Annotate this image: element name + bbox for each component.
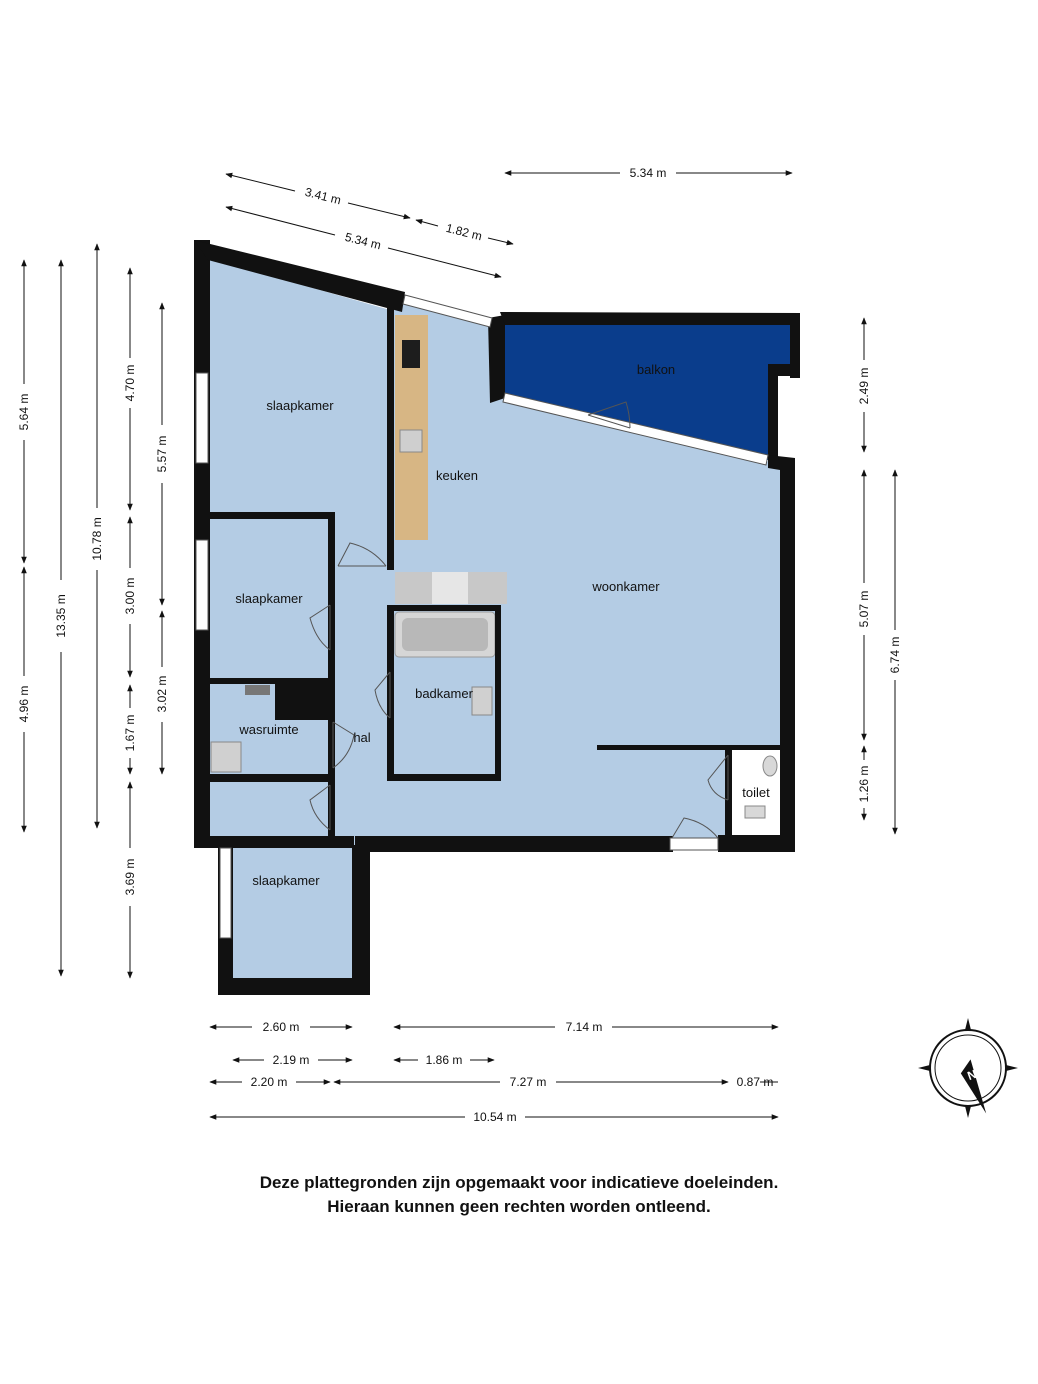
dim-label-4-96: 4.96 m bbox=[17, 685, 31, 723]
wall-slaapkamer1-bottom bbox=[210, 512, 335, 519]
wall-wasruimte-right bbox=[328, 720, 335, 778]
dim-label-1-86: 1.86 m bbox=[425, 1053, 463, 1067]
dim-label-2-49: 2.49 m bbox=[857, 367, 871, 405]
dim-label-6-74: 6.74 m bbox=[888, 636, 902, 674]
window-slaapkamer3 bbox=[220, 848, 231, 938]
window-slaapkamer2 bbox=[196, 540, 208, 630]
room-label-keuken: keuken bbox=[436, 468, 478, 483]
laundry-sink-icon bbox=[245, 685, 270, 695]
dim-label-3-02: 3.02 m bbox=[155, 675, 169, 713]
room-label-badkamer: badkamer bbox=[415, 686, 473, 701]
toilet-bowl-icon bbox=[763, 756, 777, 776]
wall-badkamer-right bbox=[495, 605, 501, 780]
dim-label-1-67: 1.67 m bbox=[123, 714, 137, 752]
dim-label-3-00: 3.00 m bbox=[123, 577, 137, 615]
wall-toilet-top bbox=[597, 745, 780, 750]
compass-tick-n bbox=[965, 1018, 971, 1030]
dim-label-1-82: 1.82 m bbox=[444, 220, 484, 244]
dim-label-2-19: 2.19 m bbox=[272, 1053, 310, 1067]
dim-label-5-64: 5.64 m bbox=[17, 393, 31, 431]
disclaimer-line-1: Deze plattegronden zijn opgemaakt voor indicatieve doeleinden. bbox=[259, 1173, 779, 1192]
dim-label-3-69: 3.69 m bbox=[123, 858, 137, 896]
bathtub-inner bbox=[402, 618, 488, 651]
dim-label-13-35: 13.35 m bbox=[54, 594, 68, 638]
room-label-hal: hal bbox=[353, 730, 371, 745]
window-slaapkamer1 bbox=[196, 373, 208, 463]
dim-label-1-26: 1.26 m bbox=[857, 765, 871, 803]
wall-bottom bbox=[355, 836, 673, 852]
dim-label-3-41: 3.41 m bbox=[303, 184, 343, 208]
wall-top-right-diag bbox=[488, 315, 505, 403]
dim-label-5-34-diag: 5.34 m bbox=[343, 229, 383, 253]
room-label-slaapkamer-1: slaapkamer bbox=[266, 398, 334, 413]
washbasin-icon bbox=[472, 687, 492, 715]
dim-label-5-57: 5.57 m bbox=[155, 435, 169, 473]
wall-balkon-inner-step bbox=[768, 364, 778, 464]
dim-label-10-54: 10.54 m bbox=[473, 1110, 517, 1124]
wall-slaapkamer3-right bbox=[352, 845, 370, 995]
room-label-slaapkamer-2: slaapkamer bbox=[235, 591, 303, 606]
dim-line-1-82a bbox=[416, 220, 438, 226]
dim-label-0-87: 0.87 m bbox=[736, 1075, 774, 1089]
room-label-woonkamer: woonkamer bbox=[592, 579, 660, 594]
window-entrance bbox=[670, 838, 718, 850]
wall-slaapkamer2-right bbox=[328, 512, 335, 680]
wall-badkamer-bottom bbox=[387, 774, 501, 781]
room-label-toilet: toilet bbox=[742, 785, 770, 800]
wall-slaapkamer1-right bbox=[387, 305, 394, 570]
room-label-slaapkamer-3: slaapkamer bbox=[252, 873, 320, 888]
room-label-balkon: balkon bbox=[636, 362, 676, 377]
dim-line-1-82b bbox=[488, 238, 513, 244]
compass-tick-e bbox=[1006, 1065, 1018, 1071]
compass-tick-s bbox=[965, 1106, 971, 1118]
compass-tick-w bbox=[918, 1065, 930, 1071]
toilet-basin-icon bbox=[745, 806, 765, 818]
wall-block-wasruimte bbox=[275, 680, 335, 720]
dim-label-4-70: 4.70 m bbox=[123, 364, 137, 402]
laundry-machine-icon bbox=[211, 742, 241, 772]
compass-letter: N bbox=[965, 1066, 979, 1084]
island-stool bbox=[432, 572, 468, 604]
dim-label-10-78: 10.78 m bbox=[90, 517, 104, 561]
dim-label-2-20: 2.20 m bbox=[250, 1075, 288, 1089]
dim-line-5-34a bbox=[226, 207, 335, 235]
dim-label-5-07: 5.07 m bbox=[857, 590, 871, 628]
disclaimer-line-2: Hieraan kunnen geen rechten worden ontleend. bbox=[327, 1197, 711, 1216]
cooktop-icon bbox=[402, 340, 420, 368]
dim-line-3-41a bbox=[226, 174, 295, 191]
dim-line-3-41b bbox=[348, 203, 410, 218]
sink-icon bbox=[400, 430, 422, 452]
dim-line-5-34b bbox=[388, 248, 501, 277]
dim-label-top-5-34: 5.34 m bbox=[629, 166, 667, 180]
dim-label-2-60: 2.60 m bbox=[262, 1020, 300, 1034]
wall-badkamer-top bbox=[387, 605, 501, 611]
wall-slaapkamer3-bottom bbox=[218, 978, 370, 995]
dim-label-7-14: 7.14 m bbox=[565, 1020, 603, 1034]
compass-rose bbox=[918, 1018, 1018, 1118]
dim-label-7-27: 7.27 m bbox=[509, 1075, 547, 1089]
wall-wasruimte-bottom bbox=[210, 774, 335, 782]
room-label-wasruimte: wasruimte bbox=[239, 722, 299, 737]
